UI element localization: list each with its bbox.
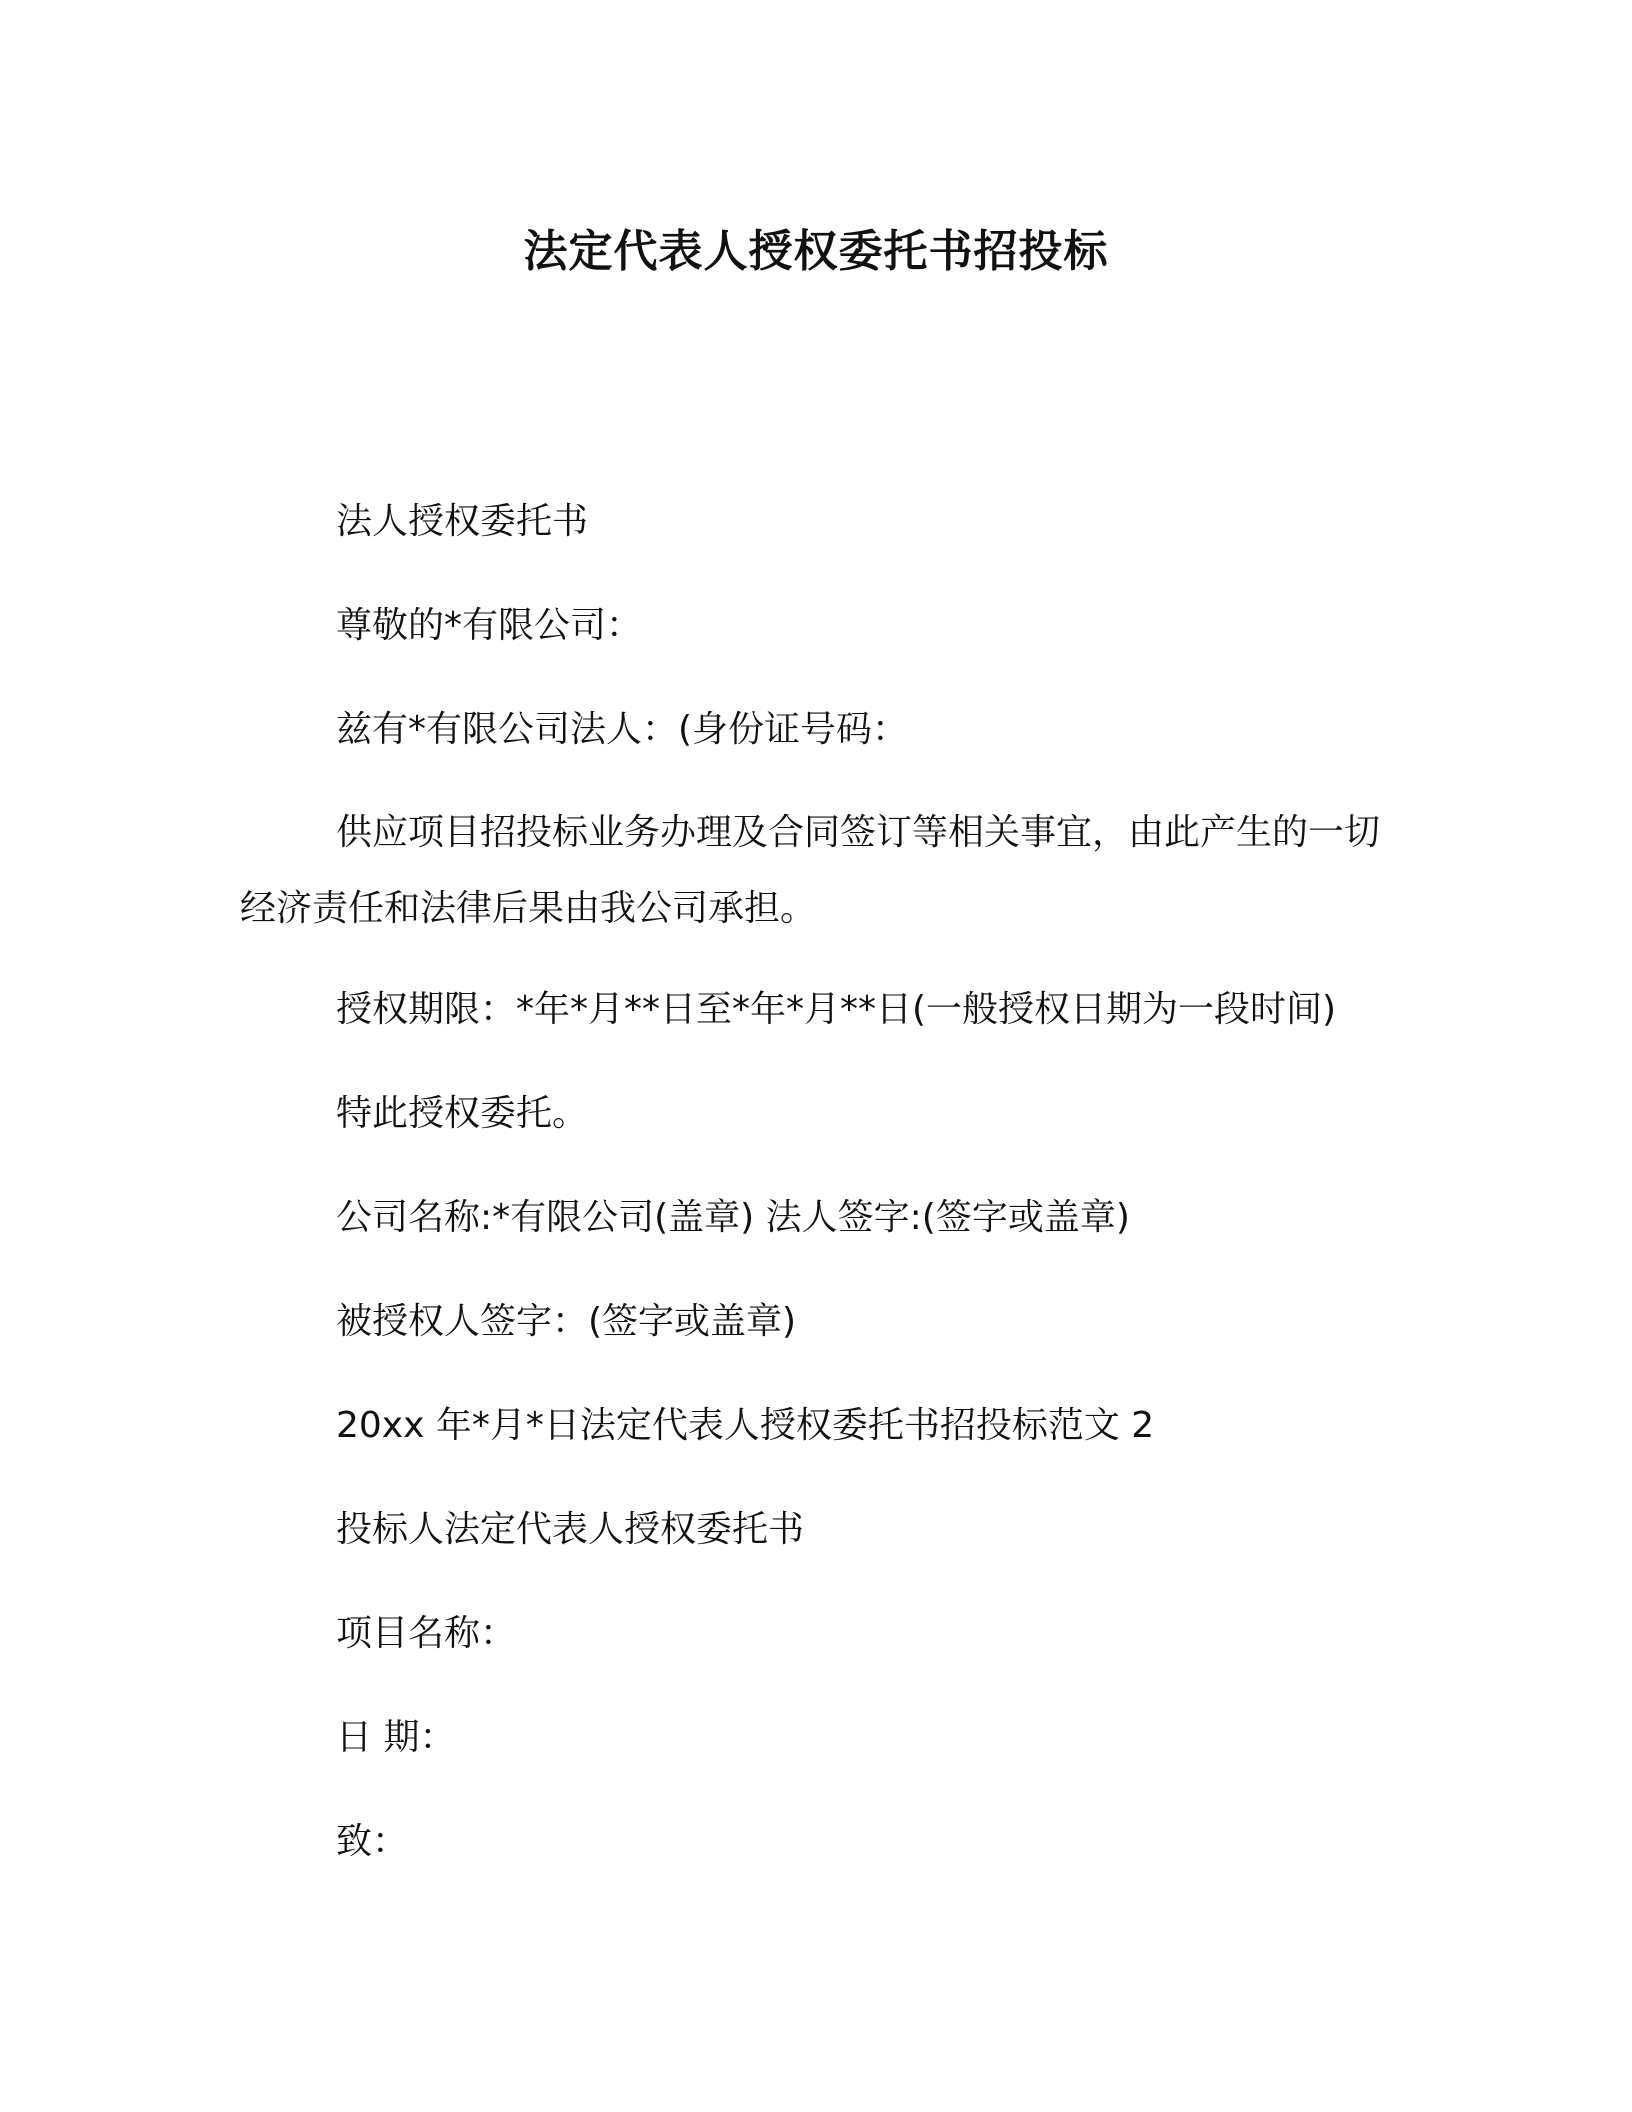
paragraph-authorized-signature: 被授权人签字：(签字或盖章)	[336, 1301, 797, 1342]
document-title: 法定代表人授权委托书招投标	[523, 226, 1109, 277]
paragraph-legal-person: 兹有*有限公司法人：(身份证号码：	[336, 709, 909, 750]
paragraph-salutation: 尊敬的*有限公司：	[336, 605, 643, 646]
paragraph-to: 致：	[336, 1821, 409, 1862]
paragraph-responsibility	[240, 795, 1400, 947]
paragraph-project-name: 项目名称：	[336, 1613, 517, 1654]
paragraph-date-and-sample: 20xx 年*月*日法定代表人授权委托书招投标范文 2	[336, 1405, 1155, 1446]
paragraph-bidder-heading: 投标人法定代表人授权委托书	[336, 1509, 805, 1550]
paragraph-authorization-heading: 法人授权委托书	[336, 501, 589, 542]
paragraph-responsibility-text: 供应项目招投标业务办理及合同签订等相关事宜，由此产生的一切经济责任和法律后果由我公司承担。	[240, 812, 1381, 929]
paragraph-hereby: 特此授权委托。	[336, 1093, 589, 1134]
paragraph-date: 日 期：	[336, 1717, 456, 1758]
paragraph-company-name: 公司名称:*有限公司(盖章) 法人签字:(签字或盖章)	[336, 1197, 1130, 1238]
paragraph-authorization-period: 授权期限：*年*月**日至*年*月**日(一般授权日期为一段时间)	[336, 989, 1337, 1030]
